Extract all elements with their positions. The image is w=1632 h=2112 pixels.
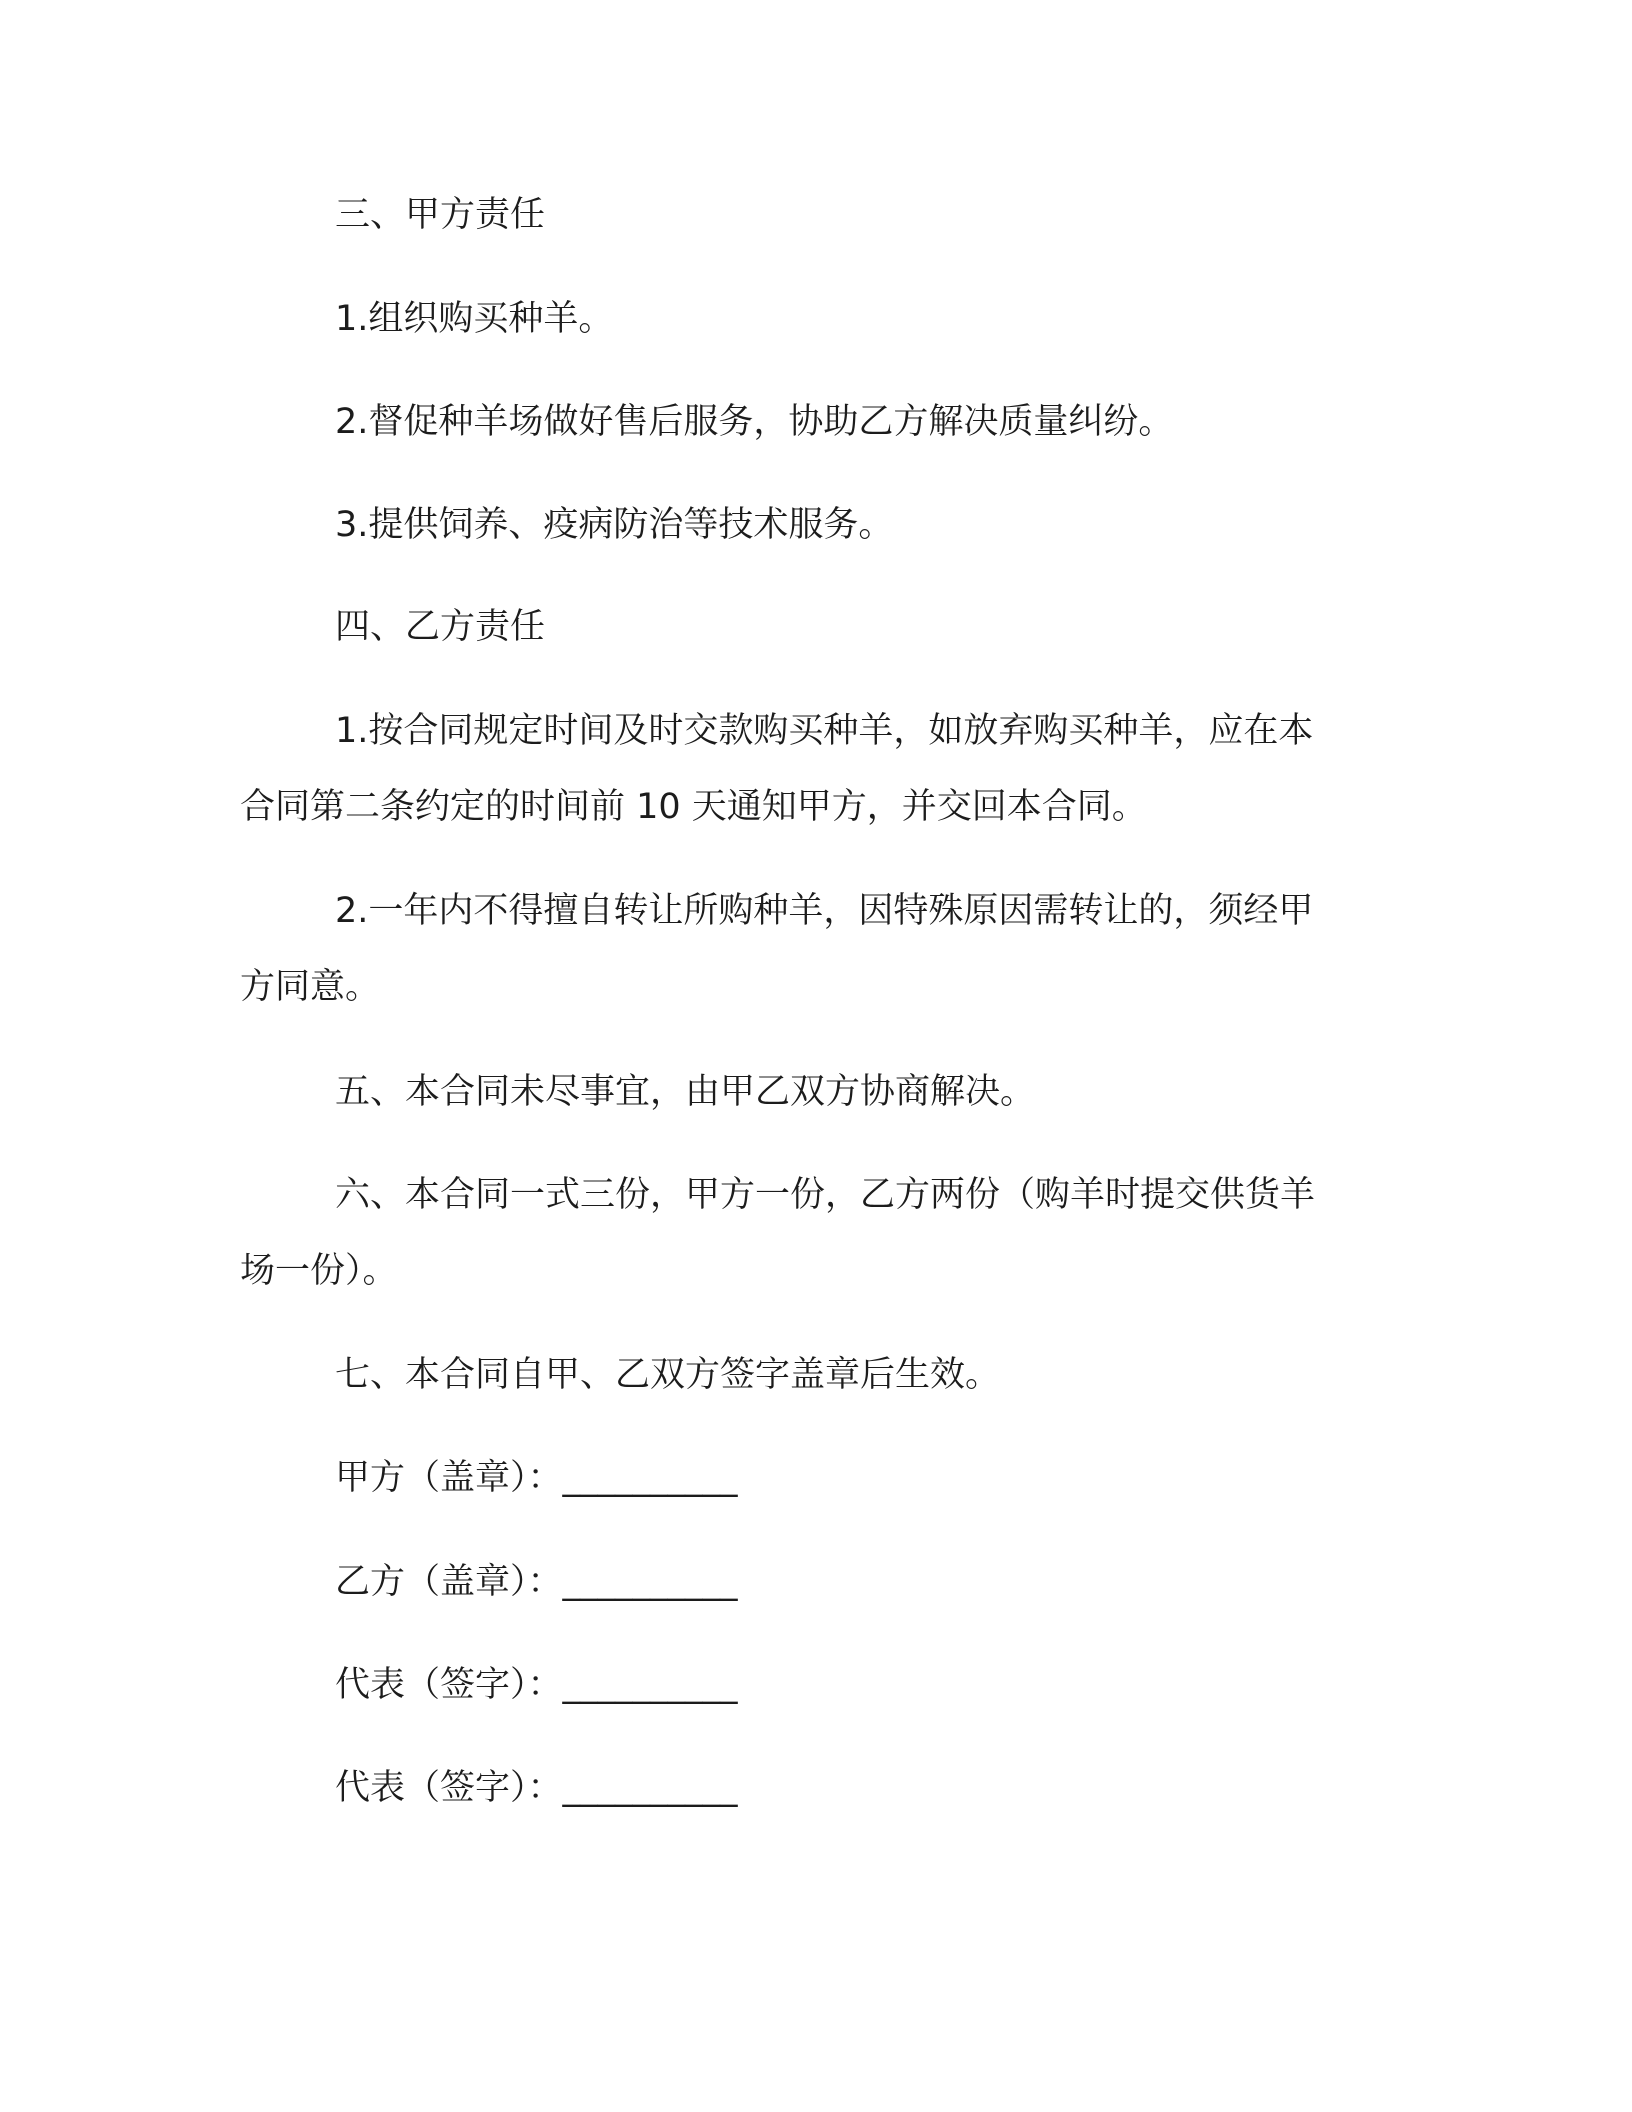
section-3-item-1: 1.组织购买种羊。 (335, 299, 614, 339)
signature-row-party-a (335, 1456, 738, 1500)
signature-blank: __________ (562, 1458, 738, 1498)
section-4-item-2-line-2: 方同意。 (240, 967, 381, 1007)
signature-blank: __________ (562, 1665, 738, 1705)
signature-blank: __________ (562, 1562, 738, 1602)
section-3-item-2: 2.督促种羊场做好售后服务，协助乙方解决质量纠纷。 (335, 402, 1174, 442)
signature-row-representative-1 (335, 1663, 738, 1707)
section-3-heading: 三、甲方责任 (335, 195, 546, 235)
signature-row-representative-2 (335, 1766, 738, 1810)
section-4-item-1-line-1: 1.按合同规定时间及时交款购买种羊，如放弃购买种羊，应在本 (335, 711, 1314, 751)
signature-label: 代表（签字）： (335, 1768, 563, 1808)
section-4-heading: 四、乙方责任 (335, 607, 546, 647)
signature-row-party-b (335, 1560, 738, 1604)
section-6-line-2: 场一份）。 (240, 1251, 398, 1291)
section-5-text: 五、本合同未尽事宜，由甲乙双方协商解决。 (335, 1072, 1036, 1112)
signature-label: 乙方（盖章）： (335, 1562, 563, 1602)
signature-label: 甲方（盖章）： (335, 1458, 563, 1498)
signature-blank: __________ (562, 1768, 738, 1808)
section-6-line-1: 六、本合同一式三份，甲方一份，乙方两份（购羊时提交供货羊 (335, 1175, 1316, 1215)
signature-label: 代表（签字）： (335, 1665, 563, 1705)
section-7-text: 七、本合同自甲、乙双方签字盖章后生效。 (335, 1355, 1001, 1395)
section-4-item-2-line-1: 2.一年内不得擅自转让所购种羊，因特殊原因需转让的，须经甲 (335, 891, 1314, 931)
section-4-item-1-line-2: 合同第二条约定的时间前 10 天通知甲方，并交回本合同。 (240, 787, 1147, 827)
section-3-item-3: 3.提供饲养、疫病防治等技术服务。 (335, 505, 894, 545)
